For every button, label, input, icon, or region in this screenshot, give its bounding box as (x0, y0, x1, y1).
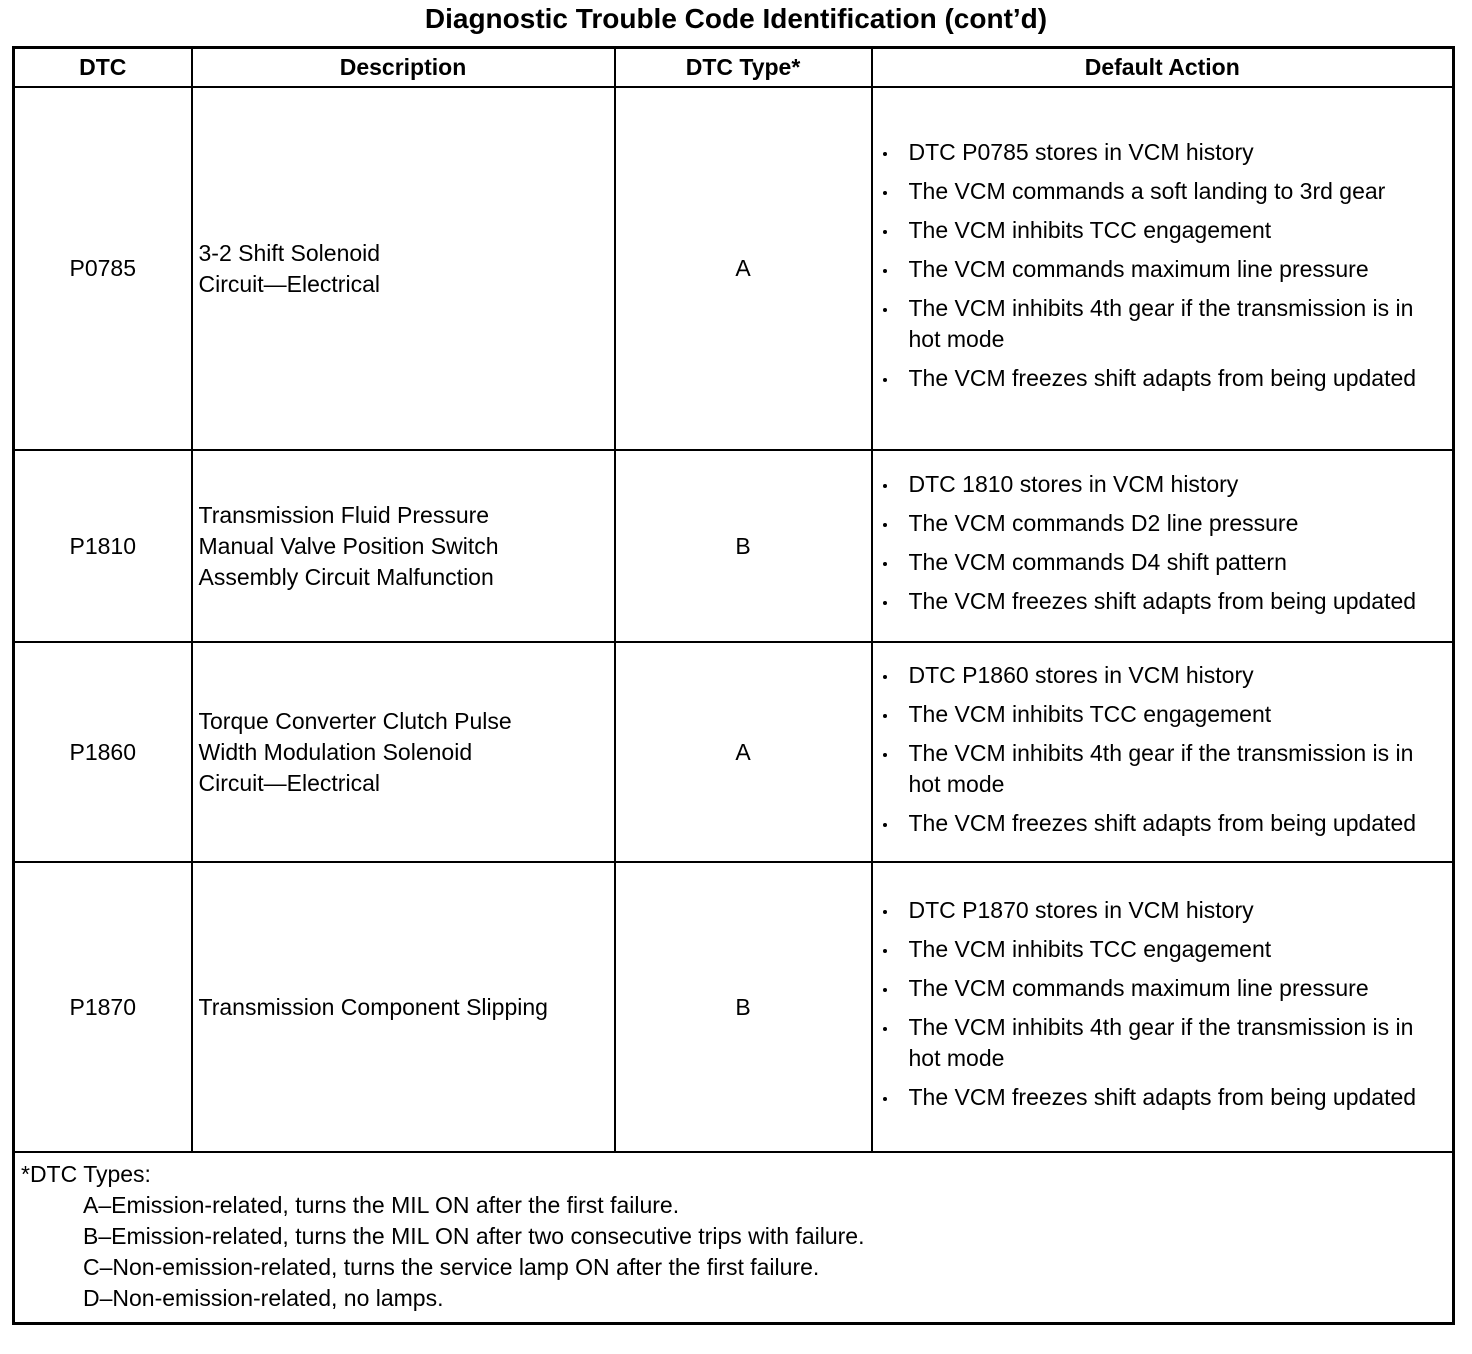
footnote-item: B–Emission-related, turns the MIL ON after two consecutive trips with failure. (83, 1223, 865, 1249)
dtc-code: P1810 (14, 450, 192, 642)
dtc-type: A (615, 87, 872, 450)
default-action (872, 450, 1454, 642)
description-line: 3-2 Shift Solenoid (198, 239, 381, 266)
column-header-dtc-type: DTC Type* (615, 48, 872, 88)
action-item: The VCM commands maximum line pressure (909, 973, 1445, 1004)
dtc-code: P0785 (14, 87, 192, 450)
action-item: DTC P1860 stores in VCM history (909, 660, 1445, 691)
description-line: Torque Converter Clutch Pulse (198, 707, 512, 734)
default-action (872, 862, 1454, 1152)
action-item: DTC P1870 stores in VCM history (909, 895, 1445, 926)
action-item: The VCM commands D2 line pressure (909, 508, 1445, 539)
action-item: The VCM inhibits 4th gear if the transmission is in hot mode (909, 293, 1445, 355)
action-item: The VCM commands a soft landing to 3rd gear (909, 176, 1445, 207)
action-item: The VCM inhibits 4th gear if the transmission is in hot mode (909, 738, 1445, 800)
action-item: The VCM commands D4 shift pattern (909, 547, 1445, 578)
column-header-description: Description (192, 48, 615, 88)
action-list (909, 895, 1445, 1113)
description-line: Circuit—Electrical (198, 769, 380, 796)
action-item: The VCM freezes shift adapts from being updated (909, 808, 1445, 839)
footnote-item: C–Non-emission-related, turns the service lamp ON after the first failure. (83, 1254, 820, 1280)
dtc-description (192, 642, 615, 862)
dtc-description (192, 450, 615, 642)
action-item: The VCM commands maximum line pressure (909, 254, 1445, 285)
table-row (14, 450, 1454, 642)
action-item: The VCM freezes shift adapts from being updated (909, 1082, 1445, 1113)
dtc-description (192, 862, 615, 1152)
footnote-item: A–Emission-related, turns the MIL ON after the first failure. (83, 1192, 680, 1218)
dtc-type: B (615, 862, 872, 1152)
action-item: The VCM inhibits TCC engagement (909, 699, 1445, 730)
table-row (14, 642, 1454, 862)
action-item: The VCM freezes shift adapts from being updated (909, 363, 1445, 394)
default-action (872, 642, 1454, 862)
action-item: The VCM inhibits TCC engagement (909, 215, 1445, 246)
footnote (14, 1152, 1454, 1324)
footnote-heading: *DTC Types: (21, 1161, 151, 1187)
table-row (14, 87, 1454, 450)
footnote-item: D–Non-emission-related, no lamps. (83, 1285, 444, 1311)
table-header-row (14, 48, 1454, 88)
column-header-dtc: DTC (14, 48, 192, 88)
dtc-table (12, 46, 1455, 1325)
dtc-description (192, 87, 615, 450)
footnote-row (14, 1152, 1454, 1324)
description-line: Circuit—Electrical (198, 270, 380, 297)
page-title: Diagnostic Trouble Code Identification (cont’d) (424, 3, 1048, 34)
description-line: Width Modulation Solenoid (198, 738, 473, 765)
table-row (14, 862, 1454, 1152)
dtc-code: P1870 (14, 862, 192, 1152)
action-list (909, 137, 1445, 394)
dtc-type: A (615, 642, 872, 862)
action-item: The VCM inhibits TCC engagement (909, 934, 1445, 965)
action-item: The VCM inhibits 4th gear if the transmission is in hot mode (909, 1012, 1445, 1074)
description-line: Assembly Circuit Malfunction (198, 563, 494, 590)
description-line: Transmission Component Slipping (198, 993, 548, 1020)
action-list (909, 469, 1445, 617)
column-header-default-action: Default Action (872, 48, 1454, 88)
default-action (872, 87, 1454, 450)
description-line: Transmission Fluid Pressure (198, 501, 490, 528)
action-item: DTC 1810 stores in VCM history (909, 469, 1445, 500)
description-line: Manual Valve Position Switch (198, 532, 499, 559)
action-list (909, 660, 1445, 839)
action-item: DTC P0785 stores in VCM history (909, 137, 1445, 168)
action-item: The VCM freezes shift adapts from being updated (909, 586, 1445, 617)
dtc-type: B (615, 450, 872, 642)
dtc-code: P1860 (14, 642, 192, 862)
